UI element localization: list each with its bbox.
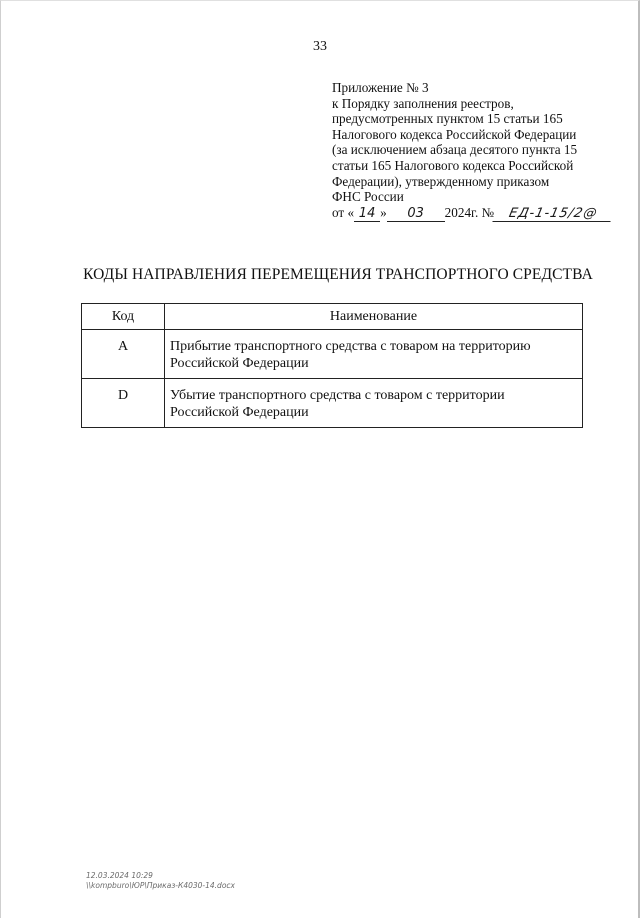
order-year-text: 2024г. № <box>444 204 495 220</box>
appendix-line: Федерации), утвержденному приказом <box>332 173 550 189</box>
order-date-line <box>332 205 622 222</box>
name-line: Убытие транспортного средства с товаром с территории <box>170 388 505 403</box>
footer-timestamp: 12.03.2024 10:29 <box>86 871 153 880</box>
column-header-name: Наименование <box>165 304 583 330</box>
footer-file-path: \\kompburo\ЮР\Приказ-К4030-14.docx <box>86 881 235 890</box>
appendix-block <box>332 80 622 222</box>
order-day-handwritten: 14 <box>354 207 380 222</box>
appendix-line: (за исключением абзаца десятого пункта 15 <box>332 142 578 158</box>
table-row <box>82 379 583 428</box>
order-number-handwritten: ЕД-1-15/2@ <box>493 207 614 222</box>
name-cell <box>165 330 583 379</box>
appendix-line: Налогового кодекса Российской Федерации <box>332 126 577 142</box>
page-number: 33 <box>313 39 327 54</box>
file-footer <box>86 871 235 891</box>
appendix-line: предусмотренных пунктом 15 статьи 165 <box>332 111 563 127</box>
appendix-line: Приложение № 3 <box>332 80 429 95</box>
code-cell: A <box>82 330 165 379</box>
name-line: Российской Федерации <box>170 356 309 371</box>
order-date-quote: » <box>380 204 387 220</box>
table-row <box>82 330 583 379</box>
table-header-row <box>82 304 583 330</box>
name-line: Российской Федерации <box>170 405 309 420</box>
order-date-prefix: от « <box>332 204 355 220</box>
appendix-line: статьи 165 Налогового кодекса Российской <box>332 157 574 173</box>
name-line: Прибытие транспортного средства с товаром на территорию <box>170 339 531 354</box>
order-month-handwritten: 03 <box>387 207 445 222</box>
name-cell <box>165 379 583 428</box>
codes-table <box>81 303 583 428</box>
column-header-code: Код <box>82 304 165 330</box>
document-title: КОДЫ НАПРАВЛЕНИЯ ПЕРЕМЕЩЕНИЯ ТРАНСПОРТНОГО СРЕДСТВА <box>83 266 593 283</box>
appendix-line: ФНС России <box>332 189 404 205</box>
appendix-line: к Порядку заполнения реестров, <box>332 95 514 111</box>
code-cell: D <box>82 379 165 428</box>
